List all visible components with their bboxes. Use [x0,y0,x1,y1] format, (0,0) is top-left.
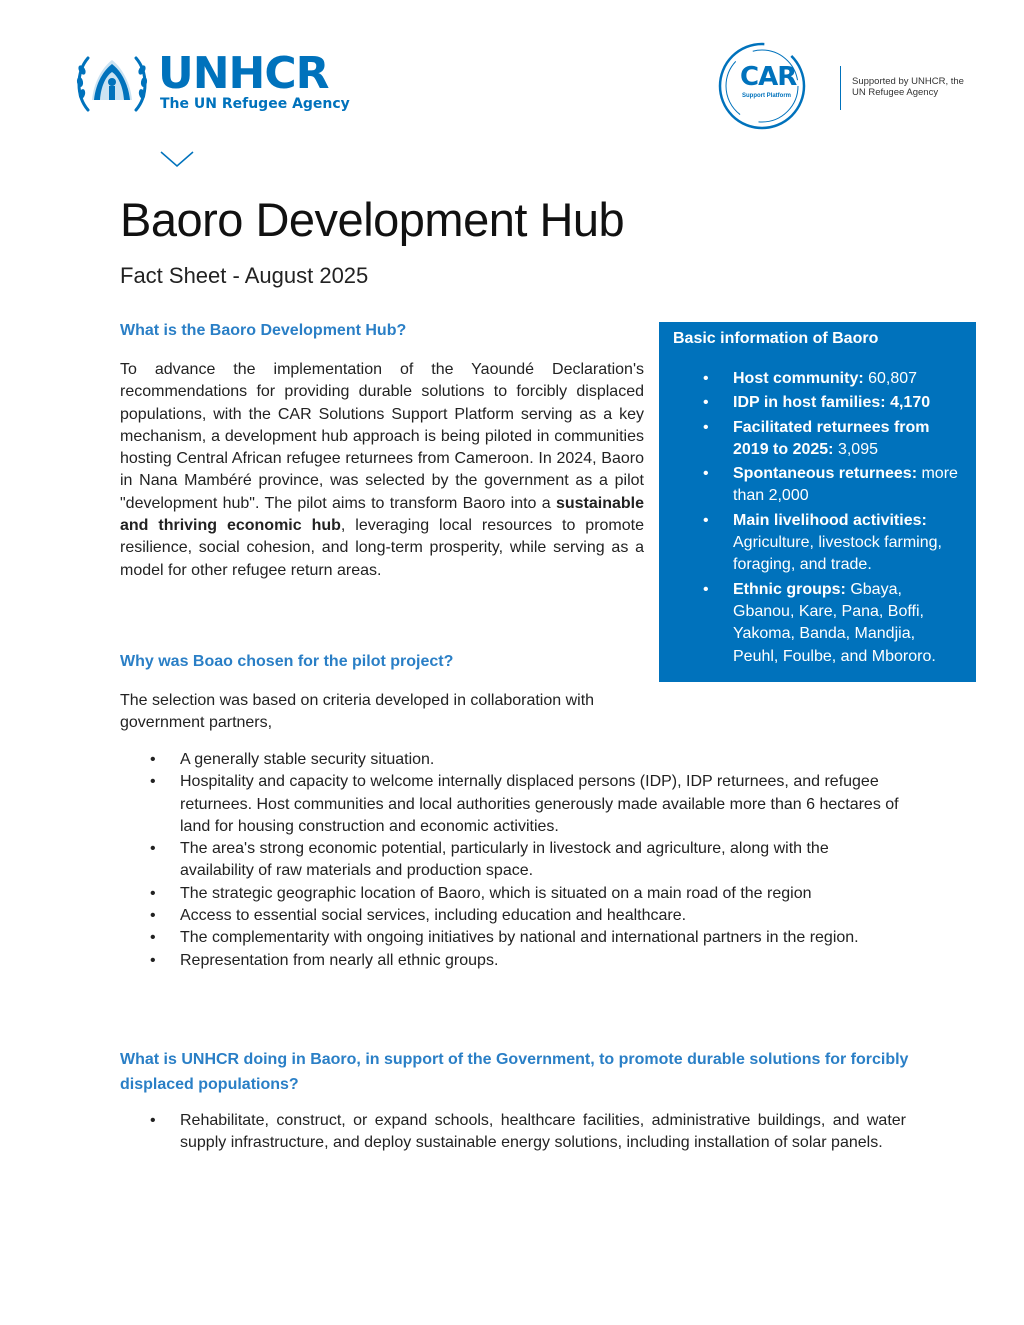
list-item: • A generally stable security situation. [120,749,906,771]
list-item: • Access to essential social services, including education and healthcare. [120,905,906,927]
list-item: • Representation from nearly all ethnic groups. [120,950,906,972]
section-paragraph-what-is [120,359,644,582]
criteria-list [120,749,906,972]
page-title: Baoro Development Hub [120,193,625,246]
car-support-platform-logo [716,40,966,132]
paragraph-text: , leveraging local resources to promote resilience, social cohesion, and long-term prosperity, while serving as a model for other refugee return areas. [120,517,645,579]
info-box-title: Basic information of Baoro [673,330,879,347]
section-heading-what-is: What is the Baoro Development Hub? [120,322,407,339]
chevron-down-icon [160,150,194,168]
info-list [659,368,959,670]
info-label: Ethnic groups: [733,580,846,598]
info-item [733,417,959,462]
unhcr-emblem-icon [74,50,150,118]
info-label: IDP in host families: 4,170 [733,394,931,412]
info-label: Facilitated returnees from 2019 to 2025: [733,418,930,458]
list-item: • Rehabilitate, construct, or expand schools, healthcare facilities, administrative buildings, and water supply infrastructure, and deploy sustainable energy solutions, including installation of solar panels. [120,1110,906,1155]
info-item [733,463,959,508]
paragraph-emphasis: sustainable and thriving economic hub [120,494,644,535]
list-item: • The area's strong economic potential, particularly in livestock and agriculture, along with the availability of raw materials and production space. [120,838,906,883]
section-heading-why-chosen: Why was Boao chosen for the pilot project? [120,653,454,670]
info-item [733,579,959,668]
info-item [733,510,959,577]
section-intro-why-chosen: The selection was based on criteria developed in collaboration with government partners, [120,692,595,732]
unhcr-tagline: The UN Refugee Agency [160,96,350,112]
info-value: Agriculture, livestock farming, foraging, and trade. [733,534,942,574]
unhcr-wordmark: UNHCR [158,48,329,99]
unhcr-logo [74,48,354,120]
info-label: Main livelihood activities: [733,511,927,529]
list-item: • The complementarity with ongoing initiatives by national and international partners in the region. [120,927,906,949]
info-value: 60,807 [863,370,918,387]
support-text: Supported by UNHCR, the UN Refugee Agency [852,76,964,98]
info-item [733,368,959,390]
car-subtitle: Support Platform [742,93,791,99]
info-value: more than 2,000 [733,465,958,505]
logo-divider [840,66,841,110]
basic-info-box [659,322,976,682]
list-item: • The strategic geographic location of Baoro, which is situated on a main road of the region [120,883,906,905]
section-heading-unhcr-actions: What is UNHCR doing in Baoro, in support of the Government, to promote durable solutions for forcibly displaced populations? [120,1051,909,1093]
info-label: Host community: [733,370,864,387]
info-item [733,392,959,414]
actions-list [120,1110,906,1155]
info-value: Gbaya, Gbanou, Kare, Pana, Boffi, Yakoma, Banda, Mandjia, Peuhl, Foulbe, and Mbororo. [733,580,936,665]
paragraph-text: To advance the implementation of the Yaoundé Declaration's recommendations for providing durable solutions to forcibly displaced populations, with the CAR Solutions Support Platform serving as a key mechanism, a development hub approach is being piloted in communities hosting Central African refugee returnees from Cameroon. In 2024, Baoro in Nana Mambéré province, was selected by the government as a pilot "development hub". The pilot aims to transform Baoro into a [120,361,644,512]
list-item: • Hospitality and capacity to welcome internally displaced persons (IDP), IDP returnees, and refugee returnees. Host communities and local authorities generously made available more than 6 hectares of land for housing construction and economic activities. [120,771,906,838]
info-label: Spontaneous returnees: [733,465,918,483]
info-value: 3,095 [833,440,878,458]
page-subtitle: Fact Sheet - August 2025 [120,263,369,288]
car-wordmark: CAR [740,62,797,92]
